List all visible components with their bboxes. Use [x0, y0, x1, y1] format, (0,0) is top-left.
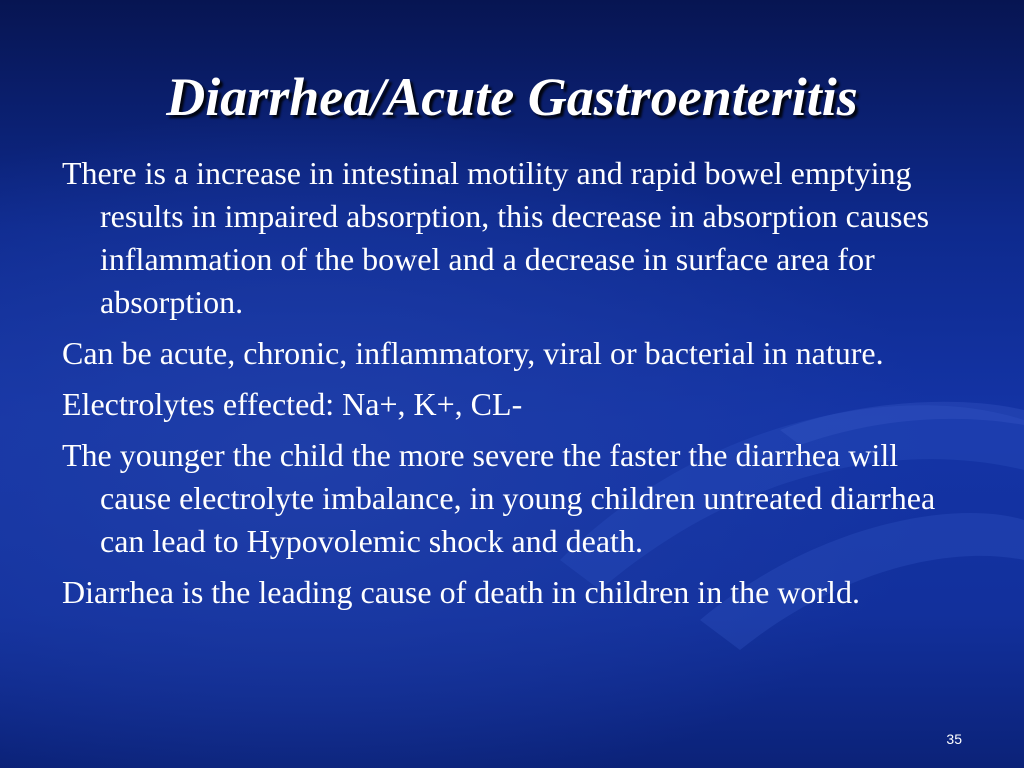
- bullet-item: Electrolytes effected: Na+, K+, CL-: [62, 386, 523, 422]
- bullet-item: Diarrhea is the leading cause of death in children in the world.: [62, 574, 860, 610]
- page-number: 35: [946, 731, 962, 747]
- bullet-item: Can be acute, chronic, inflammatory, viral or bacterial in nature.: [62, 335, 884, 371]
- slide-title: Diarrhea/Acute Gastroenteritis: [166, 67, 858, 127]
- bullet-item: There is a increase in intestinal motility and rapid bowel emptying results in impaired absorption, this decrease in absorption causes inflammation of the bowel and a decrease in surface area for absorption.: [62, 155, 930, 320]
- bullet-list: [62, 152, 952, 622]
- bullet-item: The younger the child the more severe the faster the diarrhea will cause electrolyte imbalance, in young children untreated diarrhea can lead to Hypovolemic shock and death.: [62, 437, 936, 559]
